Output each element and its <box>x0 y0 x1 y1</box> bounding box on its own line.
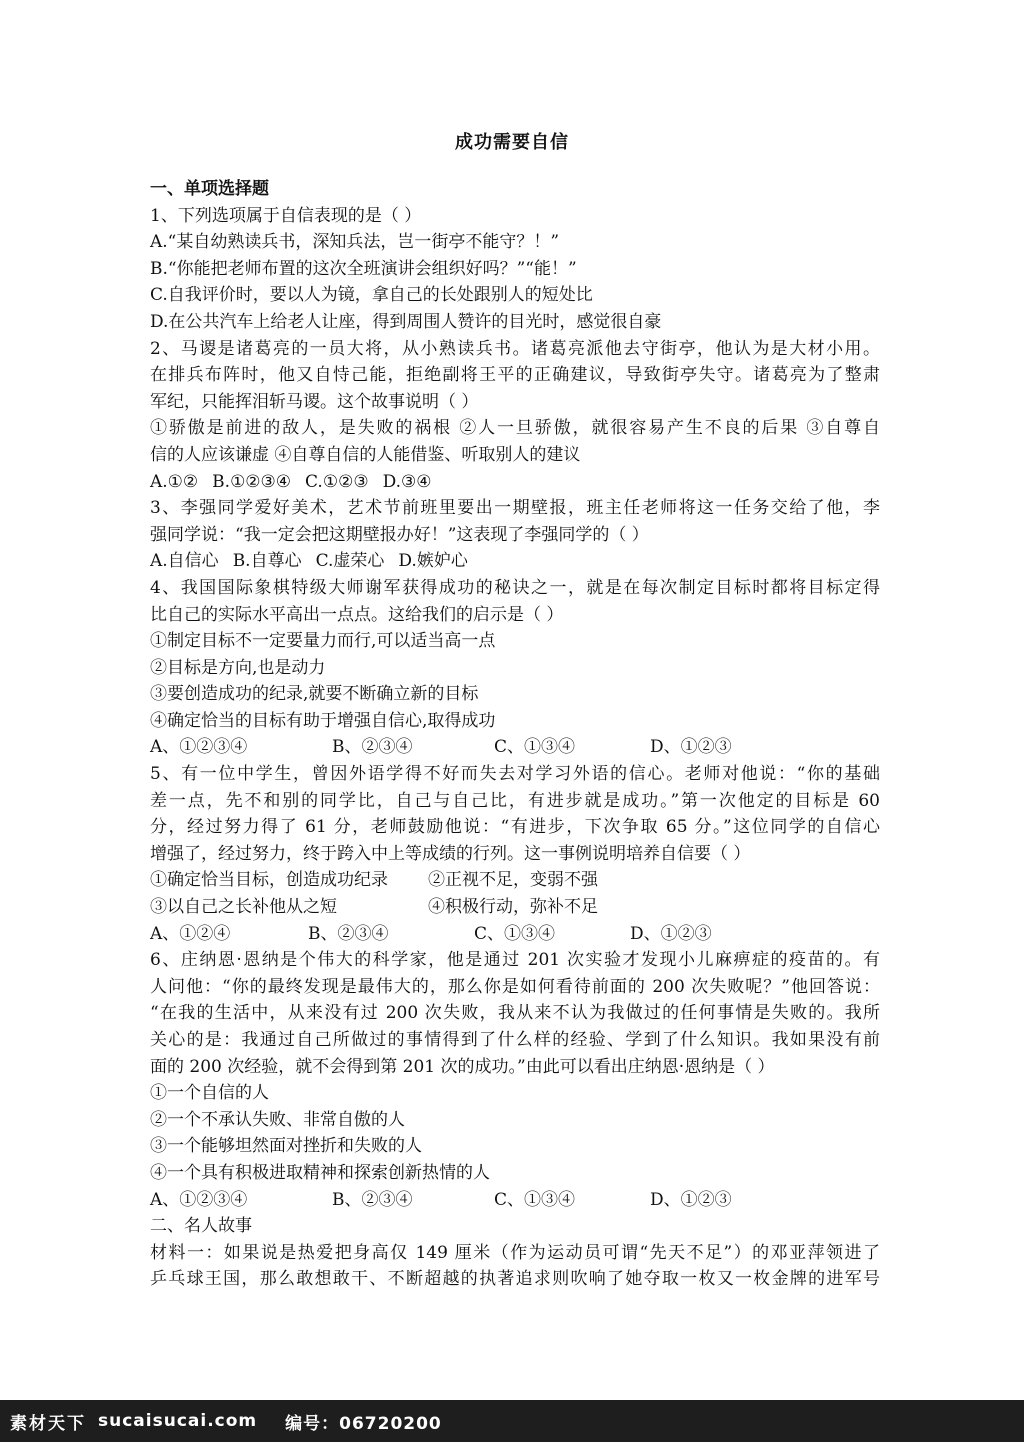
question-3-choice-d: D.嫉妒心 <box>398 551 468 572</box>
question-5-item-3: ③以自己之长补他从之短 <box>150 897 337 918</box>
watermark-footer-bar <box>0 1400 1024 1442</box>
question-1-option-d: D.在公共汽车上给老人让座，得到周围人赞许的目光时，感觉很自豪 <box>150 311 662 332</box>
question-2-choice-a: A.①② <box>150 471 199 492</box>
material-1-line-2: 乒乓球王国，那么敢想敢干、不断超越的执著追求则吹响了她夺取一枚又一枚金牌的进军号 <box>150 1269 880 1290</box>
question-6-item-2: ②一个不承认失败、非常自傲的人 <box>150 1109 405 1130</box>
question-5-choice-a: A、①②④ <box>150 923 231 944</box>
question-6-choice-b: B、②③④ <box>332 1189 413 1210</box>
question-2-choice-c: C.①②③ <box>305 471 369 492</box>
question-1-stem: 1、下列选项属于自信表现的是（ ） <box>150 205 422 226</box>
section-heading-single-choice: 一、单项选择题 <box>150 179 269 199</box>
question-4-item-1: ①制定目标不一定要量力而行,可以适当高一点 <box>150 631 496 652</box>
question-6-item-4: ④一个具有积极进取精神和探索创新热情的人 <box>150 1162 490 1183</box>
question-6-stem-line-3: “在我的生活中，从来没有过 200 次失败，我从来不认为我做过的任何事情是失败的。我所 <box>150 1003 880 1024</box>
section-heading-stories: 二、名人故事 <box>150 1216 252 1237</box>
question-3-choice-c: C.虚荣心 <box>315 551 385 572</box>
question-6-choice-d: D、①②③ <box>650 1189 732 1210</box>
question-3-choice-a: A.自信心 <box>150 551 219 572</box>
question-5-stem-line-3: 分，经过努力得了 61 分，老师鼓励他说：“有进步，下次争取 65 分。”这位同学的自信心 <box>150 817 880 838</box>
question-5-items-row-1 <box>150 867 880 894</box>
question-6-stem-line-5: 面的 200 次经验，就不会得到第 201 次的成功。”由此可以看出庄纳恩·恩纳是（ ） <box>150 1056 775 1077</box>
footer-item-code: 编号：06720200 <box>285 1413 442 1434</box>
question-5-choice-c: C、①③④ <box>474 923 556 944</box>
question-1-option-b: B.“你能把老师布置的这次全班演讲会组织好吗？”“能！” <box>150 258 577 279</box>
question-5-item-1: ①确定恰当目标，创造成功纪录 <box>150 870 388 891</box>
question-6-stem-line-2: 人问他：“你的最终发现是最伟大的，那么你是如何看待前面的 200 次失败呢？”他回答说： <box>150 976 880 997</box>
question-5-choices <box>150 921 880 948</box>
question-1-option-a: A.“某自幼熟读兵书，深知兵法，岂一街亭不能守？！” <box>150 232 560 253</box>
question-2-stem-line-2: 在排兵布阵时，他又自恃己能，拒绝副将王平的正确建议，导致街亭失守。诸葛亮为了整肃 <box>150 365 880 386</box>
question-4-stem-line-1: 4、我国国际象棋特级大师谢军获得成功的秘诀之一，就是在每次制定目标时都将目标定得 <box>150 577 880 598</box>
question-4-choice-c: C、①③④ <box>494 737 576 758</box>
question-4-choice-a: A、①②③④ <box>150 737 248 758</box>
question-4-item-4: ④确定恰当的目标有助于增强自信心,取得成功 <box>150 710 496 731</box>
question-2-choice-b: B.①②③④ <box>212 471 292 492</box>
question-6-choices <box>150 1187 880 1214</box>
question-3-stem-line-1: 3、李强同学爱好美术，艺术节前班里要出一期壁报，班主任老师将这一任务交给了他，李 <box>150 498 880 519</box>
question-6-choice-a: A、①②③④ <box>150 1189 248 1210</box>
footer-logo: 素材天下 <box>10 1413 86 1434</box>
question-2-choice-d: D.③④ <box>382 471 432 492</box>
page-title: 成功需要自信 <box>455 132 569 153</box>
question-6-stem-line-4: 关心的是：我通过自己所做过的事情得到了什么样的经验、学到了什么知识。我如果没有前 <box>150 1030 880 1050</box>
question-4-choices <box>150 734 880 761</box>
question-1-option-c: C.自我评价时，要以人为镜，拿自己的长处跟别人的短处比 <box>150 285 593 306</box>
question-6-stem-line-1: 6、庄纳恩·恩纳是个伟大的科学家，他是通过 201 次实验才发现小儿麻痹症的疫苗的。有 <box>150 950 880 971</box>
question-4-choice-d: D、①②③ <box>650 737 732 758</box>
question-6-item-1: ①一个自信的人 <box>150 1083 269 1104</box>
question-2-stem-line-1: 2、马谡是诸葛亮的一员大将，从小熟读兵书。诸葛亮派他去守街亭，他认为是大材小用。 <box>150 338 880 359</box>
question-2-items-line-1: ①骄傲是前进的敌人，是失败的祸根 ②人一旦骄傲，就很容易产生不良的后果 ③自尊自 <box>150 418 880 439</box>
question-4-choice-b: B、②③④ <box>332 737 413 758</box>
footer-site-link[interactable]: sucaisucai.com <box>98 1411 258 1431</box>
question-5-items-row-2 <box>150 894 880 921</box>
question-6-choice-c: C、①③④ <box>494 1189 576 1210</box>
question-5-choice-d: D、①②③ <box>630 923 712 944</box>
question-5-stem-line-4: 增强了，经过努力，终于跨入中上等成绩的行列。这一事例说明培养自信要（ ） <box>150 843 751 864</box>
question-3-choice-b: B.自尊心 <box>232 551 302 572</box>
question-5-stem-line-1: 5、有一位中学生，曾因外语学得不好而失去对学习外语的信心。老师对他说：“你的基础 <box>150 764 880 785</box>
question-2-items-line-2: 信的人应该谦虚 ④自尊自信的人能借鉴、听取别人的建议 <box>150 444 581 465</box>
question-4-stem-line-2: 比自己的实际水平高出一点点。这给我们的启示是（ ） <box>150 604 564 625</box>
question-5-item-2: ②正视不足，变弱不强 <box>428 870 598 891</box>
question-5-stem-line-2: 差一点，先不和别的同学比，自己与自己比，有进步就是成功。”第一次他定的目标是 60 <box>150 790 880 811</box>
question-5-item-4: ④积极行动，弥补不足 <box>428 897 598 918</box>
question-4-item-2: ②目标是方向,也是动力 <box>150 657 326 678</box>
question-3-stem-line-2: 强同学说：“我一定会把这期壁报办好！”这表现了李强同学的（ ） <box>150 524 649 545</box>
document-body <box>150 176 880 1293</box>
question-2-choices <box>150 469 880 496</box>
question-6-item-3: ③一个能够坦然面对挫折和失败的人 <box>150 1136 422 1157</box>
question-2-stem-line-3: 军纪，只能挥泪斩马谡。这个故事说明（ ） <box>150 391 479 412</box>
question-5-choice-b: B、②③④ <box>308 923 389 944</box>
material-1-line-1: 材料一：如果说是热爱把身高仅 149 厘米（作为运动员可谓“先天不足”）的邓亚萍领进了 <box>150 1242 880 1263</box>
question-3-choices <box>150 548 880 575</box>
question-4-item-3: ③要创造成功的纪录,就要不断确立新的目标 <box>150 684 479 705</box>
